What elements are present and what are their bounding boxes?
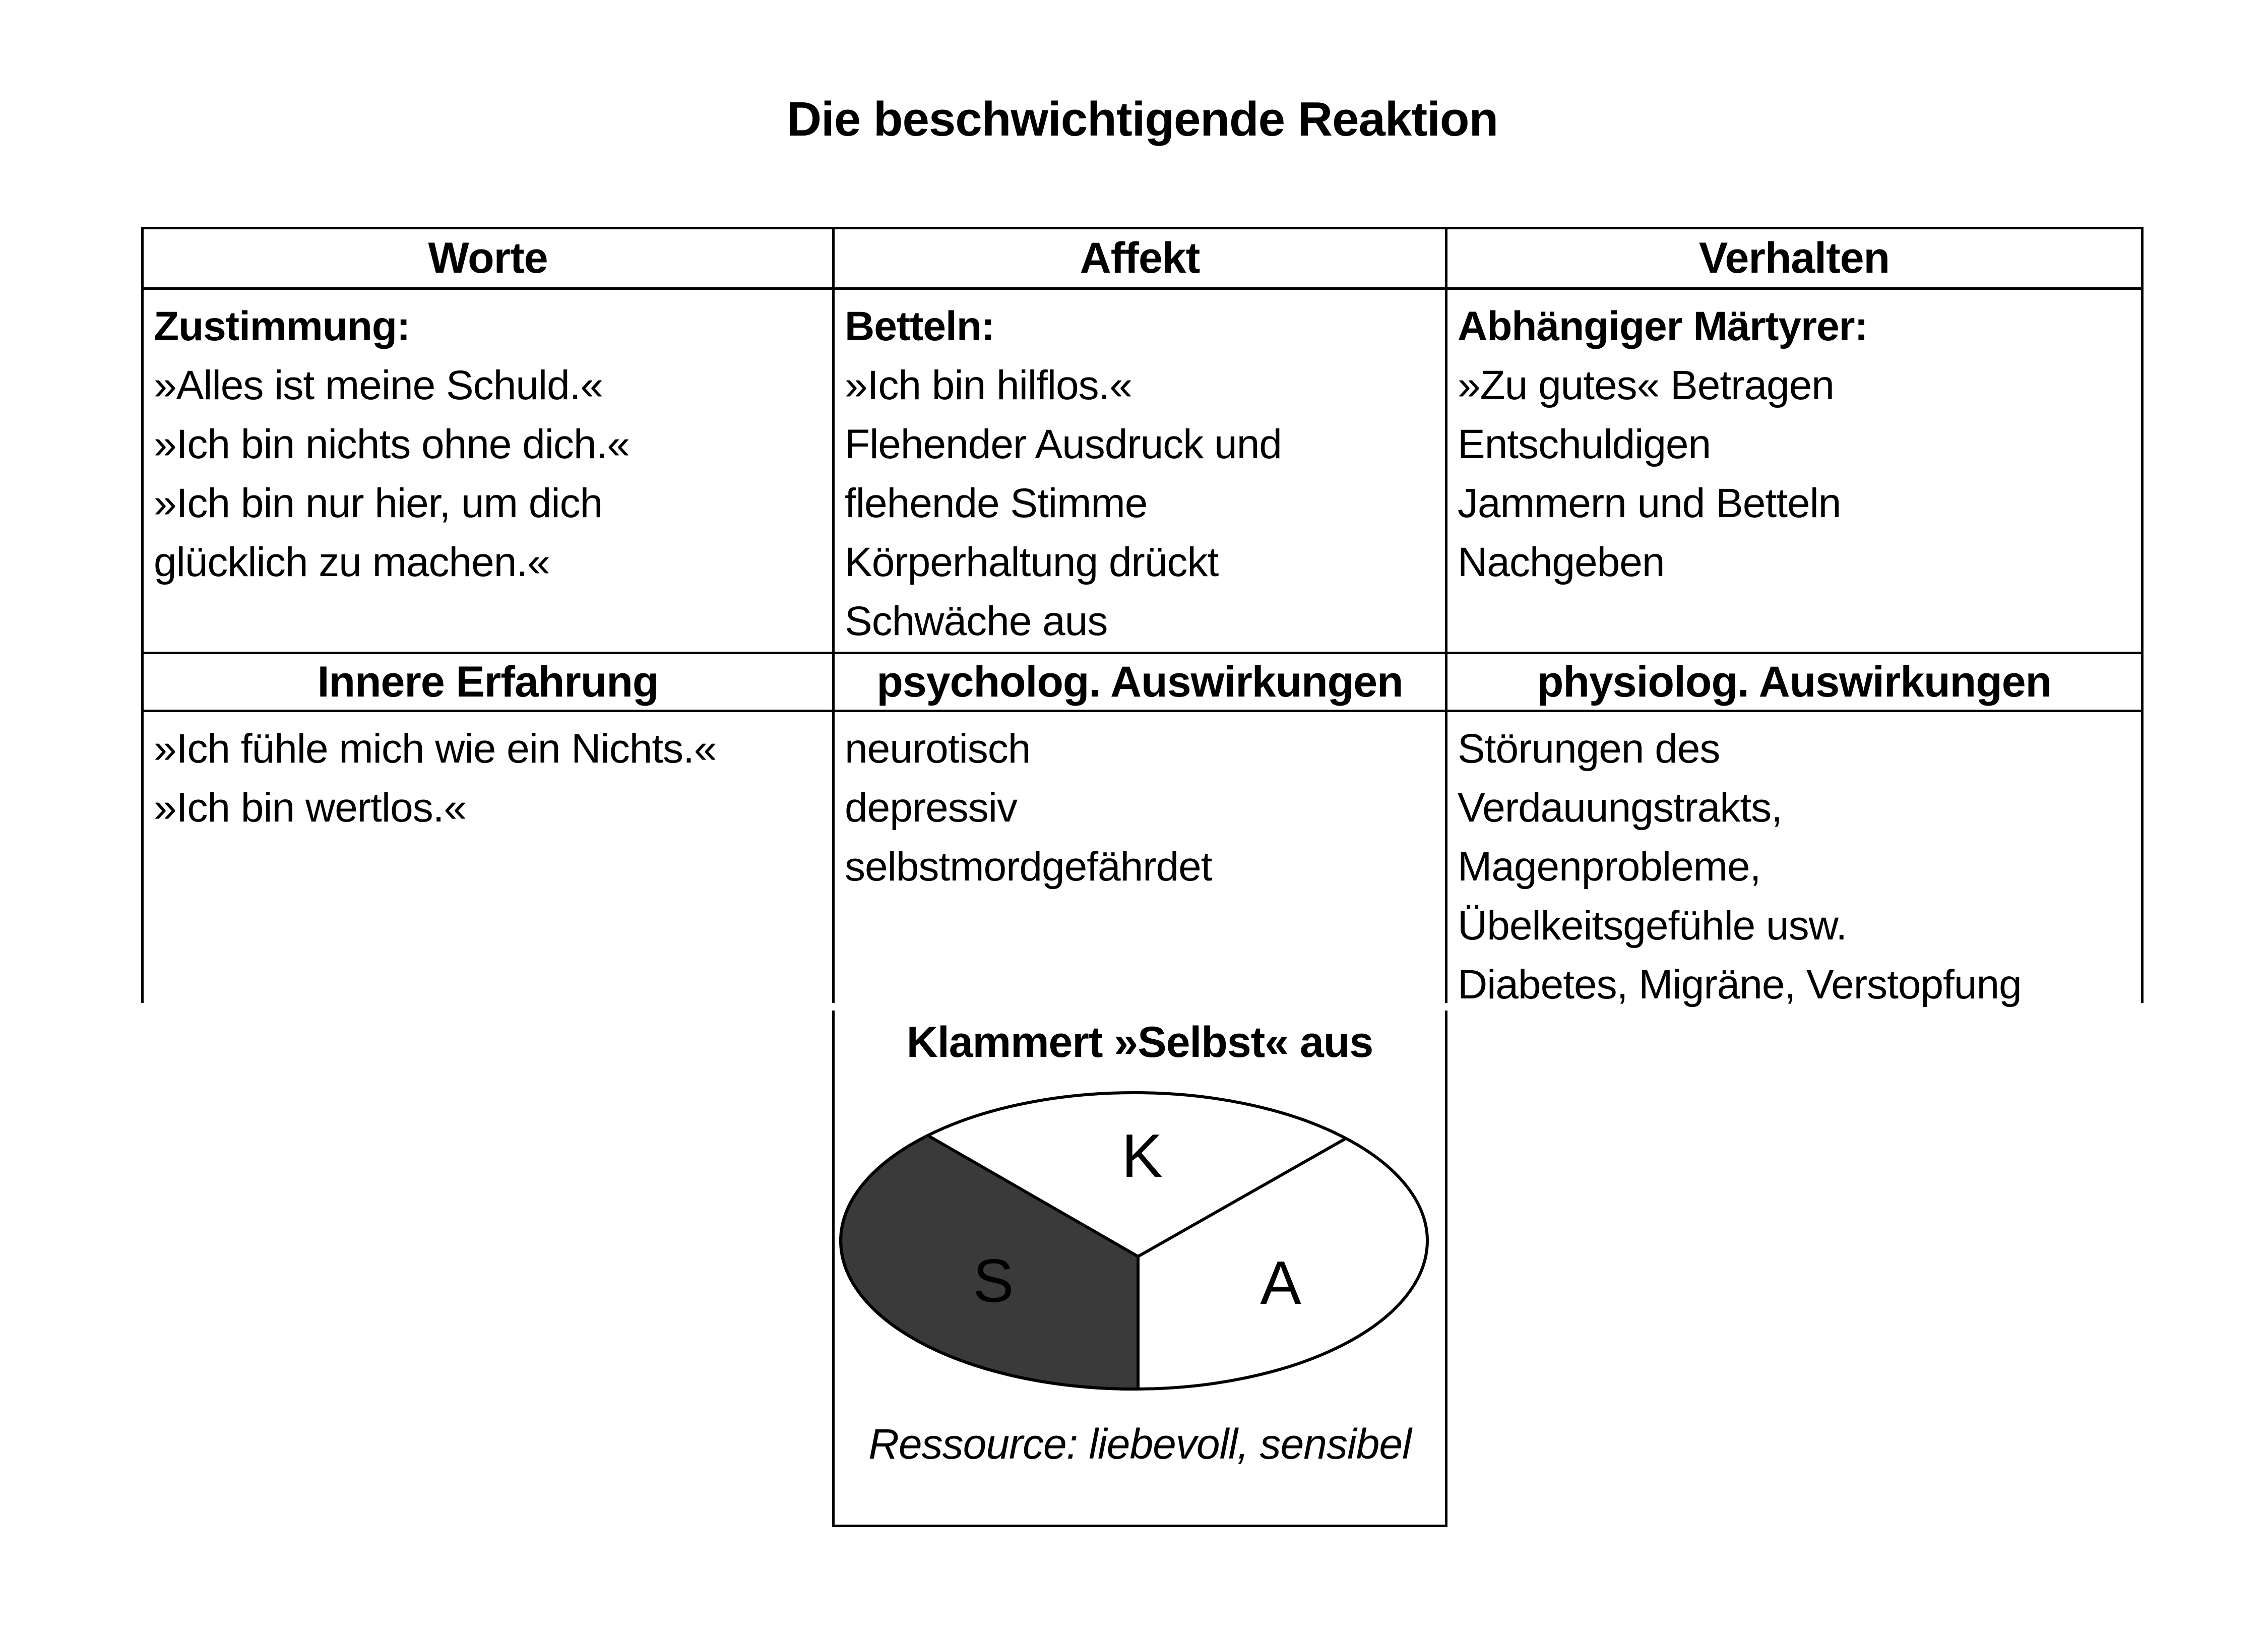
pie-label-k: K [1121,1121,1163,1190]
cell-line: Jammern und Betteln [1458,480,1841,526]
pie-label-s: S [973,1246,1014,1315]
diagram-caption: Ressource: liebevoll, sensibel [868,1420,1411,1468]
cell-heading: Abhängiger Märtyrer: [1458,303,1868,349]
cell-line: flehende Stimme [845,480,1148,526]
cell-line: neurotisch [845,726,1031,772]
cell-line: Körperhaltung drückt [845,539,1219,585]
cell-line: depressiv [845,785,1017,831]
pie-label-a: A [1260,1248,1301,1317]
column-header-physiolog-auswirkungen: physiolog. Auswirkungen [1447,654,2141,710]
cell-affekt-content [835,290,1445,652]
column-header-affekt: Affekt [835,229,1445,287]
cell-psycholog-content [835,712,1445,1008]
selbst-diagram-box [832,1011,1447,1527]
cell-line: Übelkeitsgefühle usw. [1458,903,1847,949]
cell-line: »Zu gutes« Betragen [1458,362,1834,408]
cell-line: Nachgeben [1458,539,1665,585]
cell-line: Verdauungstrakts, [1458,785,1782,831]
cell-heading: Betteln: [845,303,995,349]
column-header-psycholog-auswirkungen: psycholog. Auswirkungen [835,654,1445,710]
page-title: Die beschwichtigende Reaktion [786,92,1498,146]
cell-line: selbstmordgefährdet [845,844,1212,890]
diagram-heading: Klammert »Selbst« aus [906,1018,1373,1066]
cell-innere-erfahrung-content [144,712,832,1008]
cell-line: Entschuldigen [1458,421,1711,467]
reaction-table [141,227,2144,1008]
column-header-worte: Worte [144,229,832,287]
cell-verhalten-content [1447,290,2141,652]
cell-physiolog-content [1447,712,2141,1008]
cell-worte-content [144,290,832,652]
cell-line: Flehender Ausdruck und [845,421,1282,467]
cell-line: »Ich bin hilflos.« [845,362,1132,408]
cell-line: Störungen des [1458,726,1720,772]
cell-heading: Zustimmung: [154,303,410,349]
cell-line: »Ich bin wertlos.« [154,785,467,831]
cell-line: »Ich bin nichts ohne dich.« [154,421,629,467]
cell-line: glücklich zu machen.« [154,539,550,585]
cell-line: »Alles ist meine Schuld.« [154,362,603,408]
cell-line: Schwäche aus [845,598,1108,644]
cell-line: Magenprobleme, [1458,844,1761,890]
cell-line: Diabetes, Migräne, Verstopfung [1458,962,2022,1008]
cell-line: »Ich bin nur hier, um dich [154,480,603,526]
cell-line: »Ich fühle mich wie ein Nichts.« [154,726,717,772]
column-header-verhalten: Verhalten [1447,229,2141,287]
column-header-innere-erfahrung: Innere Erfahrung [144,654,832,710]
